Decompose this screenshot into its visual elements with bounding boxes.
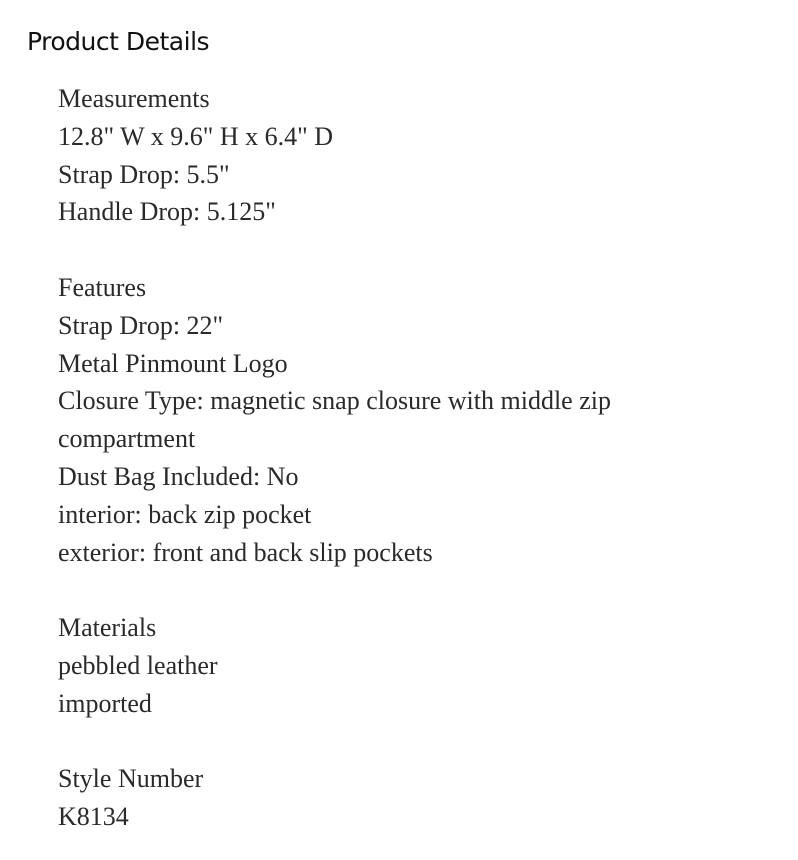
features-exterior: exterior: front and back slip pockets: [58, 537, 433, 567]
features-dust-bag: Dust Bag Included: No: [58, 461, 299, 491]
measurements-dimensions: 12.8" W x 9.6" H x 6.4" D: [58, 121, 333, 151]
materials-section: [58, 609, 758, 722]
materials-heading: Materials: [58, 613, 157, 643]
features-closure-type-continued: compartment: [58, 424, 196, 454]
product-details-title: Product Details: [27, 27, 210, 56]
features-closure-type: Closure Type: magnetic snap closure with middle zip: [58, 386, 611, 416]
measurements-section: [58, 80, 758, 231]
measurements-strap-drop: Strap Drop: 5.5": [58, 159, 230, 189]
materials-origin: imported: [58, 688, 152, 718]
features-logo: Metal Pinmount Logo: [58, 348, 288, 378]
features-interior: interior: back zip pocket: [58, 499, 312, 529]
features-strap-drop: Strap Drop: 22": [58, 310, 224, 340]
style-number-heading: Style Number: [58, 764, 204, 794]
features-section: [58, 269, 758, 571]
measurements-heading: Measurements: [58, 84, 210, 113]
style-number-section: [58, 760, 758, 836]
product-details-body: [58, 80, 758, 860]
measurements-handle-drop: Handle Drop: 5.125": [58, 197, 276, 227]
materials-leather: pebbled leather: [58, 650, 218, 680]
style-number-value: K8134: [58, 802, 129, 832]
features-heading: Features: [58, 272, 147, 302]
